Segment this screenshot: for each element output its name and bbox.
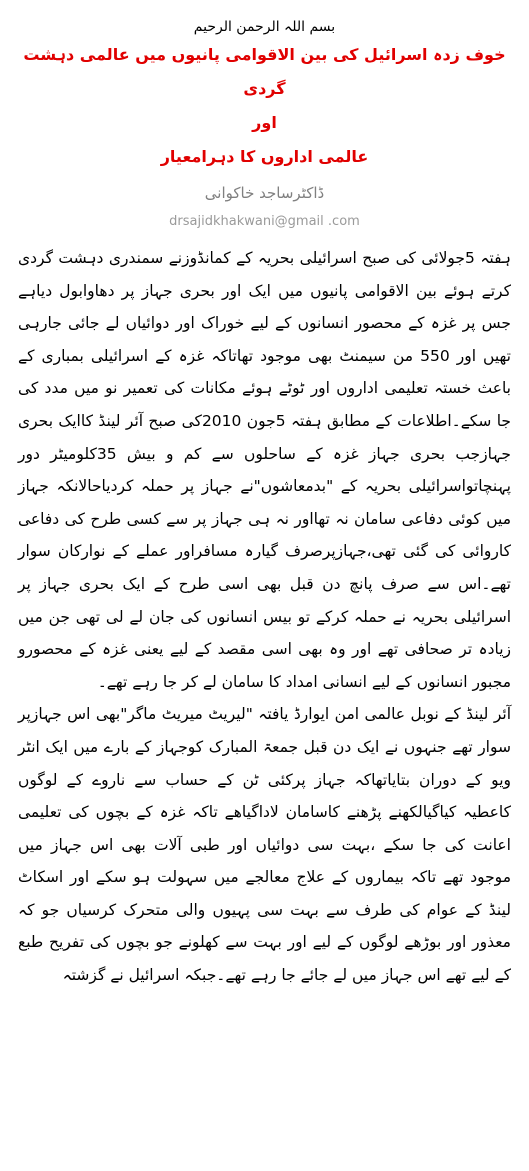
author-name: ڈاکٹرساجد خاکوانی [204,184,325,202]
article-title-line-3: عالمی اداروں کا دہرامعیار [160,147,369,166]
body-paragraph-2: آئر لینڈ کے نوبل عالمی امن ایوارڈ یافتہ "لیریٹ میریٹ ماگر"بھی اس جہازپر سوار تھے جنہوں نے ایک دن قبل جمعۃ المبارک کوجہاز کے بارے میں ایک انٹر ویو کے دوران بتایاتھاکہ جہاز پرکئی ٹن کے حساب سے ناروے کے لوگوں کاعطیہ کیاگیالکھنے پڑھنے کاسامان لاداگیاھے تاکہ غزہ کے بچوں کی تعلیمی اعانت کی جا سکے ،بہت سی دوائیاں اور طبی آلات بھی اس جہاز میں موجود تھے تاکہ بیماروں کے علاج معالجے میں سہولت ہو سکے اور اسکاٹ لینڈ کے عوام کی طرف سے بہت سی پہیوں والی متحرک کرسیاں جو کہ معذور اور بوڑھے لوگوں کے لیے اور بہت سے کھلونے جو بچوں کی تفریح طبع کے لیے تھے اس جہاز میں لے جائے جا رہے تھے۔جبکہ اسرائیل نے گزشتہ [18,705,511,985]
author-email: drsajidkhakwani@gmail .com [169,214,360,229]
article-title-line-2: اور [252,113,277,132]
body-paragraph-1: ہفتہ 5جولائی کی صبح اسرائیلی بحریہ کے کمانڈوزنے سمندری دہشت گردی کرتے ہوئے بین الاقوامی پانیوں میں ایک اور بحری جہاز پر دھاوابول دیاہے جس پر غزہ کے محصور انسانوں کے لیے خوراک اور دوائیاں لے جائی جارہی تھیں اور 550 من سیمنٹ بھی موجود تھاتاکہ غزہ کے اسرائیلی بمباری کے باعث خستہ تعلیمی اداروں اور ٹوٹے ہوئے مکانات کی تعمیر نو میں مدد کی جا سکے۔اطلاعات کے مطابق ہفتہ 5جون 2010کی صبح آئر لینڈ کاایک بحری جہازجب بحری جہاز غزہ کے ساحلوں سے کم و بیش 35کلومیٹر دور پہنچاتواسرائیلی بحریہ کے "بدمعاشوں"نے جہاز پر حملہ کردیاحالانکہ جہاز میں کوئی دفاعی سامان نہ تھااور نہ ہی جہاز پر سے کسی طرح کی دفاعی کاروائی کی گئی تھی،جہازپرصرف گیارہ مسافراور عملے کے نوارکان سوار تھے۔اس سے صرف پانچ دن قبل بھی اسی طرح کے ایک بحری جہاز پر اسرائیلی بحریہ نے حملہ کرکے تو بیس انسانوں کی جان لے لی تھی جن میں زیادہ تر صحافی تھے اور وہ بھی اسی مقصد کے لیے یعنی غزہ کے محصورو مجبور انسانوں کے لیے انسانی امداد کا سامان لے کر جا رہے تھے۔ [18,249,512,691]
article-title-line-1: خوف زدہ اسرائیل کی بین الاقوامی پانیوں میں عالمی دہشت گردی [23,45,506,98]
bismillah: بسم اللہ الرحمن الرحیم [193,19,336,35]
article-body [18,242,511,992]
